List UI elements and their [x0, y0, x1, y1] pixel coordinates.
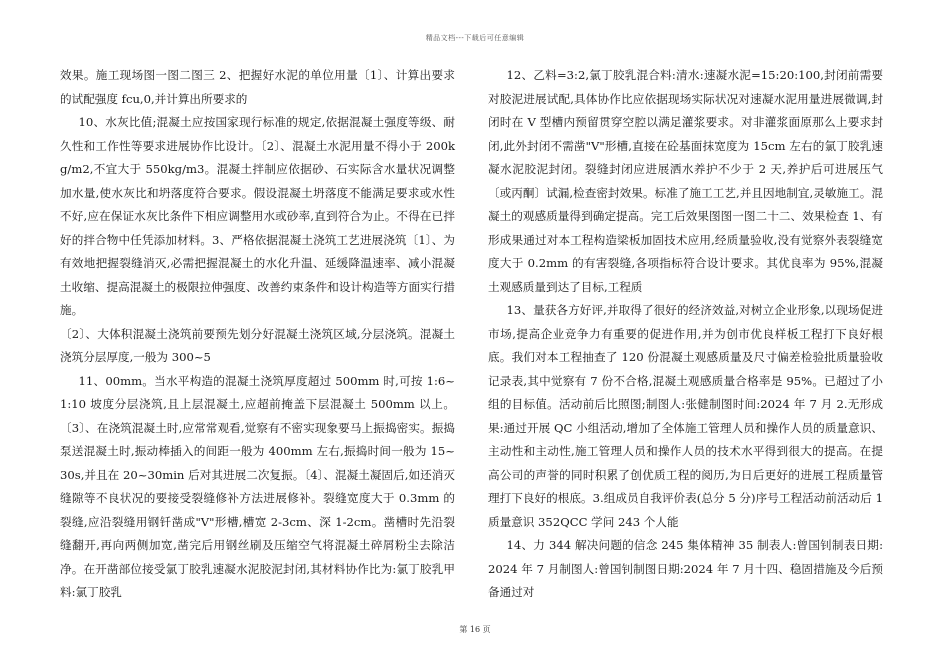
- paragraph: 11、00mm。当水平构造的混凝土浇筑厚度超过 500mm 时,可按 1:6~1:10 坡度分层浇筑,且上层混凝土,应超前掩盖下层混凝土 500mm 以上。〔3〕、在浇筑混凝土时,应常常观看,觉察有不密实现象要马上振捣密实。振捣泵送混凝土时,振动棒插入的间距一般为 400mm 左右,振捣时间一般为 15~30s,并且在 20~30min 后对其进展二次复振。〔4〕、混凝土凝固后,如还消灭缝隙等不良状况的要接受裂缝修补方法进展修补。裂缝宽度大于 0.3mm 的裂缝,应沿裂缝用钢钎凿成"V"形槽,槽宽 2-3cm、深 1-2cm。凿槽时先沿裂缝翻开,再向两侧加宽,凿完后用钢丝刷及压缩空气将混凝土碎屑粉尘去除洁净。在开凿部位接受氯丁胶乳速凝水泥胶泥封闭,其材料协作比为:氯丁胶乳甲料:氯丁胶乳: [60, 373, 455, 599]
- paragraph: 〔2〕、大体积混凝土浇筑前要预先划分好混凝土浇筑区域,分层浇筑。混凝土浇筑分层厚度,一般为 300~5: [60, 326, 455, 364]
- paragraph: 12、乙料=3:2,氯丁胶乳混合料:清水:速凝水泥=15:20:100,封闭前需要对胶泥进展试配,具体协作比应依据现场实际状况对速凝水泥用量进展微调,封闭时在 V 型槽内预留贯穿空腔以满足灌浆要求。对非灌浆面原那么上要求封闭,此外封闭不需凿"V"形槽,直接在砼基面抹宽度为 15cm 左右的氯丁胶乳速凝水泥胶泥封闭。裂缝封闭应进展洒水养护不少于 2 天,养护后可进展压气〔或丙酮〕试漏,检查密封效果。标准了施工工艺,并且因地制宜,灵敏施工。混凝土的观感质量得到确定提高。完工后效果图图一图二十二、效果检查 1、有形成果通过对本工程构造梁板加固技术应用,经质量验收,没有觉察外表裂缝宽度大于 0.2mm 的有害裂缝,各项指标符合设计要求。其优良率为 95%,混凝土观感质量到达了目标,工程质: [488, 68, 883, 294]
- left-column: [60, 64, 455, 605]
- paragraph: 14、力 344 解决问题的信念 245 集体精神 35 制表人:曾国钊制表日期:2024 年 7 月制图人:曾国钊制图日期:2024 年 7 月十四、稳固措施及今后预备通过对: [488, 538, 883, 599]
- paragraph: 13、量获各方好评,并取得了很好的经济效益,对树立企业形象,以现场促进市场,提高企业竞争力有重要的促进作用,并为创市优良样板工程打下良好根底。我们对本工程抽查了 120 份混凝土观感质量及尺寸偏差检验批质量验收记录表,其中觉察有 7 份不合格,混凝土观感质量合格率是 95%。已超过了小组的目标值。活动前后比照图;制图人:张健制图时间:2024 年 7 月 2.无形成果:通过开展 QC 小组活动,增加了全体施工管理人员和操作人员的质量意识、主动性和主动性,施工管理人员和操作人员的技术水平得到很大的提高。在提高公司的声誉的同时积累了创优质工程的阅历,为日后更好的进展工程质量管理打下良好的根底。3.组成员自我评价表(总分 5 分)序号工程活动前活动后 1 质量意识 352QCC 学问 243 个人能: [488, 303, 883, 529]
- page-number: 第 16 页: [459, 625, 491, 634]
- paragraph: 10、水灰比值;混凝土应按国家现行标准的规定,依据混凝土强度等级、耐久性和工作性等要求进展协作比设计。〔2〕、混凝土水泥用量不得小于 200kg/m2,不宜大于 550kg/m3。混凝土拌制应依据砂、石实际含水量状况调整加水量,使水灰比和坍落度符合要求。假设混凝土坍落度不能满足要求或水性不好,应在保证水灰比条件下相应调整用水或砂率,直到符合为止。不得在已拌好的拌合物中任凭添加材料。3、严格依据混凝土浇筑工艺进展浇筑〔1〕、为有效地把握裂缝消灭,必需把握混凝土的水化升温、延缓降温速率、减小混凝土收缩、提高混凝土的极限拉伸强度、改善约束条件和设计构造等方面实行措施。: [60, 115, 455, 317]
- page-header: 精品文档---下载后可任意编辑: [425, 34, 525, 42]
- paragraph: 效果。施工现场图一图二图三 2、把握好水泥的单位用量〔1〕、计算出要求的试配强度 fcu,0,并计算出所要求的: [60, 68, 455, 106]
- right-column: [488, 64, 883, 605]
